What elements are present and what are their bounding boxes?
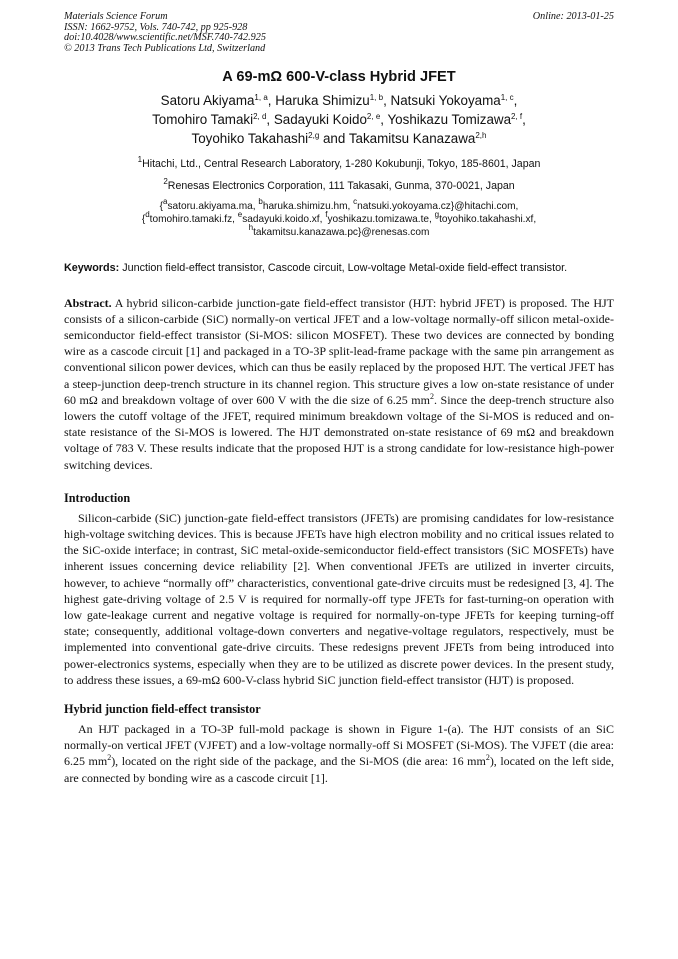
author-name: Haruka Shimizu bbox=[275, 93, 370, 109]
author-affil-mark: 2,g bbox=[308, 130, 320, 140]
keywords-label: Keywords: bbox=[64, 261, 120, 274]
email-brace: { bbox=[141, 213, 146, 225]
keywords bbox=[64, 261, 614, 276]
email-brace: { bbox=[159, 201, 164, 213]
paragraph-superscript: 2 bbox=[107, 753, 112, 763]
copyright-line: © 2013 Trans Tech Publications Ltd, Switzerland bbox=[64, 42, 266, 54]
paper-title: A 69-mΩ 600-V-class Hybrid JFET bbox=[222, 69, 456, 86]
author-list bbox=[64, 92, 614, 148]
email-line-3 bbox=[64, 222, 614, 240]
author-name: Tomohiro Tamaki bbox=[152, 111, 254, 127]
email-address: haruka.shimizu.hm, bbox=[262, 201, 354, 213]
email-mark: a bbox=[163, 197, 168, 207]
abstract-superscript: 2 bbox=[429, 391, 434, 401]
email-mark: d bbox=[145, 209, 150, 219]
affiliation-mark: 2 bbox=[163, 177, 168, 187]
email-mark: c bbox=[353, 197, 358, 207]
author-line-1 bbox=[64, 92, 614, 111]
author-line-3 bbox=[64, 130, 614, 149]
email-address: tomohiro.tamaki.fz, bbox=[149, 213, 238, 225]
affiliation-mark: 1 bbox=[137, 155, 143, 165]
author-separator: , bbox=[380, 111, 388, 127]
email-mark: e bbox=[237, 209, 243, 219]
email-address: satoru.akiyama.ma, bbox=[167, 201, 259, 213]
abstract-text: A hybrid silicon-carbide junction-gate field-effect transistor (HJT: hybrid JFET) is proposed. The HJT consists of a silicon-carbide (SiC) normally-on vertical JFET and a low-voltage normally-off silicon metal-oxide-semiconductor field-effect transistor (Si-MOS: silicon MOSFET). These two devices are connected by bonding wire as a cascode circuit [1] and packaged in a TO-3P split-lead-frame package with the same pin arrangement as conventional silicon power devices, which can thus be easily replaced by the proposed HJT. The vertical JFET has a steep-junction deep-trench structure in its channel region. This structure gives a low on-state resistance of under 60 mΩ and breakdown voltage of over 600 V with the die size of 6.25 mm bbox=[64, 295, 614, 407]
abstract bbox=[64, 295, 614, 473]
email-address: sadayuki.koido.xf, bbox=[242, 213, 326, 225]
email-address: natsuki.yokoyama.cz}@hitachi.com, bbox=[357, 201, 519, 213]
online-date: Online: 2013-01-25 bbox=[532, 11, 614, 22]
abstract-label: Abstract. bbox=[64, 295, 112, 310]
section-heading-hybrid-jfet: Hybrid junction field-effect transistor bbox=[64, 702, 261, 717]
email-address: toyohiko.takahashi.xf, bbox=[439, 213, 537, 225]
email-address: takamitsu.kanazawa.pc}@renesas.com bbox=[253, 226, 430, 238]
author-affil-mark: 1, a bbox=[254, 93, 268, 103]
affiliation-2 bbox=[64, 177, 614, 193]
author-name: Toyohiko Takahashi bbox=[191, 130, 309, 146]
email-mark: f bbox=[325, 209, 328, 219]
author-name: Yoshikazu Tomizawa bbox=[387, 111, 512, 127]
paragraph-text: An HJT packaged in a TO-3P full-mold package is shown in Figure 1-(a). The HJT consists of an SiC normally-on vertical JFET (VJFET) and a low-voltage normally-off Si MOSFET (Si-MOS). The VJFET (die area: 6.25 mm bbox=[64, 722, 614, 769]
author-separator: and bbox=[319, 130, 349, 146]
email-mark: g bbox=[434, 209, 440, 219]
doi-line: doi:10.4028/www.scientific.net/MSF.740-742.925 bbox=[64, 32, 266, 44]
affiliation-1 bbox=[64, 155, 614, 171]
author-separator: , bbox=[266, 111, 274, 127]
journal-header bbox=[64, 12, 614, 54]
email-address: yoshikazu.tomizawa.te, bbox=[327, 213, 435, 225]
email-mark: h bbox=[248, 222, 254, 232]
author-affil-mark: 1, c bbox=[500, 93, 514, 103]
author-affil-mark: 2,h bbox=[475, 130, 487, 140]
paragraph-text: ), located on the right side of the package, and the Si-MOS (die area: 16 mm bbox=[111, 754, 486, 769]
author-affil-mark: 2, e bbox=[366, 111, 381, 121]
author-affil-mark: 2, d bbox=[253, 111, 267, 121]
paragraph-text: ), located on the left side, are connected by bonding wire as a cascode circuit [1]. bbox=[64, 754, 615, 785]
section-heading-introduction: Introduction bbox=[64, 490, 131, 505]
author-name: Natsuki Yokoyama bbox=[390, 93, 501, 109]
email-mark: b bbox=[258, 197, 263, 207]
introduction-paragraph: Silicon-carbide (SiC) junction-gate field-effect transistors (JFETs) are promising candidates for low-resistance high-voltage switching devices. This is because JFETs have high electron mobility and no critical issues related to the SiC-oxide interface; in contrast, SiC metal-oxide-semiconductor field-effect transistors (SiC MOSFETs) have inherent issues concerning device reliability [2]. When conventional JFETs are utilized in inverter circuits, however, to achieve “normally off” characteristics, conventional gate-drive circuits must be redesigned [3, 4]. The highest gate-driving voltage of 2.5 V is required for normally-off type JFETs for fast-turning-on operation with low gate-leakage current and negative voltage is required for normally-on-type JFETs for keeping turning-off state; consequently, additional voltage-down converters and negative-voltage regulators, respectively, must be implemented into conventional gate-drive circuits. These redesigns prevent JFETs from being introduced into power-electronics systems, especially when they are to be utilized as discrete power devices. In the present study, to address these issues, a 69-mΩ 600-V-class hybrid SiC junction field-effect transistor (HJT) is proposed. bbox=[64, 510, 614, 687]
author-name: Sadayuki Koido bbox=[273, 111, 367, 127]
hybrid-paragraph bbox=[64, 721, 614, 786]
author-affil-mark: 2, f bbox=[511, 111, 523, 121]
email-line-2 bbox=[64, 209, 614, 227]
author-name: Satoru Akiyama bbox=[160, 93, 255, 109]
author-name: Takamitsu Kanazawa bbox=[348, 130, 476, 146]
issn-line: ISSN: 1662-9752, Vols. 740-742, pp 925-928 bbox=[64, 21, 248, 33]
author-separator: , bbox=[513, 93, 518, 109]
keywords-text: Junction field-effect transistor, Cascode circuit, Low-voltage Metal-oxide field-effect transistor. bbox=[119, 261, 568, 274]
affiliation-text: Renesas Electronics Corporation, 111 Takasaki, Gunma, 370-0021, Japan bbox=[167, 180, 515, 193]
paragraph-superscript: 2 bbox=[485, 753, 490, 763]
author-affil-mark: 1, b bbox=[369, 93, 384, 103]
author-line-2 bbox=[64, 111, 614, 130]
author-separator: , bbox=[383, 93, 391, 109]
email-block bbox=[64, 197, 614, 239]
abstract-text: . Since the deep-trench structure also lowers the cutoff voltage of the JFET, required minimum breakdown voltage of the Si-MOS is reduced and on-state resistance of the Si-MOS is lowered. The HJT demonstrated on-state resistance of 69 mΩ and breakdown voltage of 783 V. These results indicate that the proposed HJT is a strong candidate for low-resistance high-power switching devices. bbox=[64, 392, 614, 472]
author-separator: , bbox=[522, 111, 526, 127]
author-separator: , bbox=[267, 93, 276, 109]
affiliation-text: Hitachi, Ltd., Central Research Laboratory, 1-280 Kokubunji, Tokyo, 185-8601, Japan bbox=[142, 158, 541, 171]
journal-name: Materials Science Forum bbox=[64, 11, 168, 22]
